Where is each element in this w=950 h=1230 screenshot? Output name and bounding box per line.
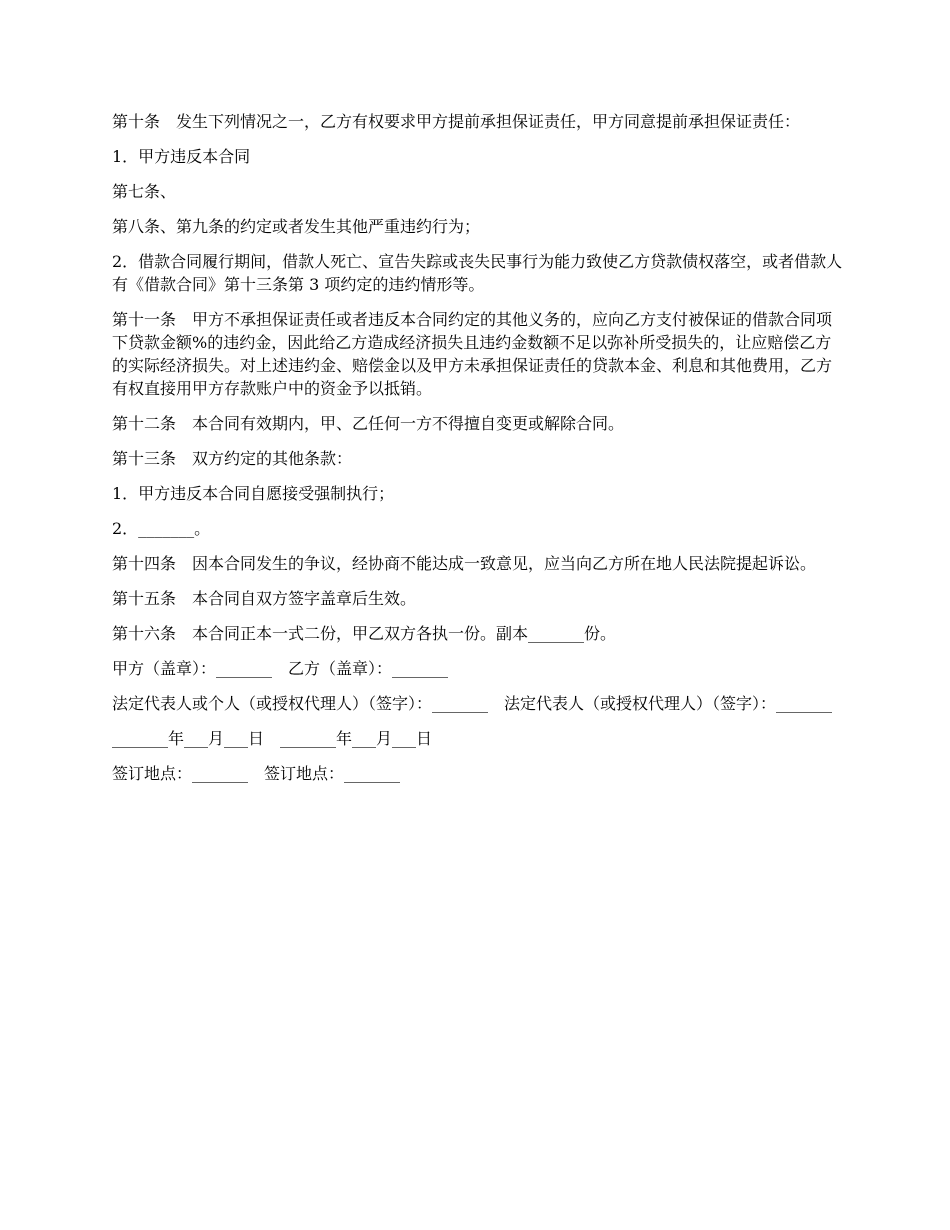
signing-place-line: 签订地点：_______ 签订地点：_______ xyxy=(112,764,401,783)
clause-10-item-1-ref-7: 第七条、 xyxy=(112,182,177,201)
clause-11: 第十一条 甲方不承担保证责任或者违反本合同约定的其他义务的，应向乙方支付被保证的借款合同项下贷款金额%的违约金，因此给乙方造成经济损失且违约金数额不足以弥补所受损失的，让应赔偿乙方的实际经济损失。对上述违约金、赔偿金以及甲方未承担保证责任的贷款本金、利息和其他费用，乙方有权直接用甲方存款账户中的资金予以抵销。 xyxy=(112,310,833,398)
clause-13-item-1: 1．甲方违反本合同自愿接受强制执行； xyxy=(112,484,395,503)
signature-date-line: _______年___月___日 _______年___月___日 xyxy=(112,729,433,748)
clause-12: 第十二条 本合同有效期内，甲、乙任何一方不得擅自变更或解除合同。 xyxy=(112,414,625,433)
signature-seal-line: 甲方（盖章）：_______ 乙方（盖章）：_______ xyxy=(112,659,449,678)
clause-10: 第十条 发生下列情况之一，乙方有权要求甲方提前承担保证责任，甲方同意提前承担保证责任： xyxy=(112,112,801,131)
document-body xyxy=(112,110,847,797)
signature-representative-line: 法定代表人或个人（或授权代理人）（签字）：_______ 法定代表人（或授权代理人）（签字）：_______ xyxy=(112,694,833,713)
clause-10-item-1: 1．甲方违反本合同 xyxy=(112,147,251,166)
clause-13-item-2: 2．_______。 xyxy=(112,519,211,538)
clause-10-item-2: 2．借款合同履行期间，借款人死亡、宣告失踪或丧失民事行为能力致使乙方贷款债权落空，或者借款人有《借款合同》第十三条第 3 项约定的违约情形等。 xyxy=(112,252,843,294)
clause-16: 第十六条 本合同正本一式二份，甲乙双方各执一份。副本_______份。 xyxy=(112,624,617,643)
clause-14: 第十四条 因本合同发生的争议，经协商不能达成一致意见，应当向乙方所在地人民法院提起诉讼。 xyxy=(112,554,817,573)
clause-15: 第十五条 本合同自双方签字盖章后生效。 xyxy=(112,589,417,608)
clause-13: 第十三条 双方约定的其他条款： xyxy=(112,449,353,468)
clause-10-item-1-ref-8-9: 第八条、第九条的约定或者发生其他严重违约行为； xyxy=(112,217,481,236)
